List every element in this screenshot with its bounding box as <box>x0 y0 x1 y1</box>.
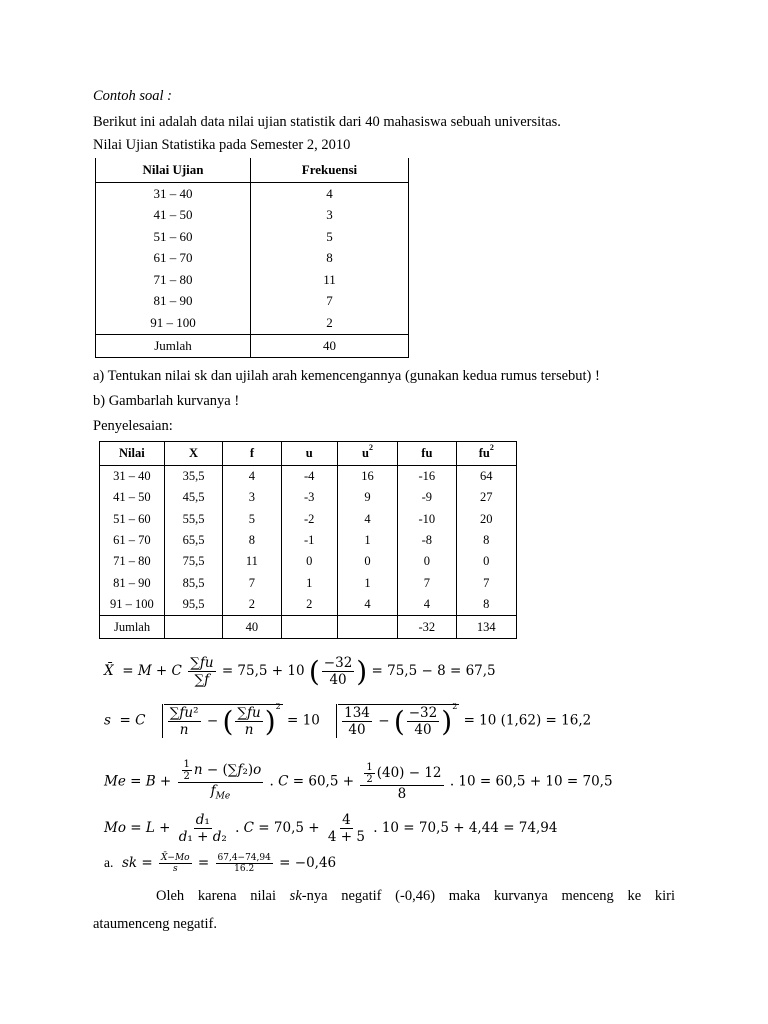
cell: 8 <box>223 530 281 551</box>
cell: 4 <box>337 594 397 616</box>
cell: 0 <box>456 551 516 572</box>
cell: 40 <box>223 616 281 639</box>
cell: 7 <box>398 572 456 593</box>
cell: 1 <box>281 572 337 593</box>
table-row <box>100 466 517 488</box>
cell: 5 <box>251 226 409 248</box>
conclusion-line-2: ataumenceng negatif. <box>93 916 217 932</box>
cell: -16 <box>398 466 456 488</box>
cell: -9 <box>398 487 456 508</box>
cell: 81 – 90 <box>100 572 165 593</box>
cell: 7 <box>251 291 409 313</box>
cell: 51 – 60 <box>100 509 165 530</box>
cell: Jumlah <box>96 334 251 357</box>
conclusion-line-1: Oleh karena nilai sk-nya negatif (-0,46) maka kurvanya menceng ke kiri <box>156 888 676 904</box>
median-tail: . 10 = 60,5 + 10 = 70,5 <box>449 773 613 790</box>
table-row <box>96 269 409 291</box>
table-row <box>96 205 409 227</box>
cell: -4 <box>281 466 337 488</box>
mode-tail: . 10 = 70,5 + 4,44 = 74,94 <box>373 820 558 836</box>
header-frekuensi: Frekuensi <box>251 158 409 183</box>
cell: 3 <box>251 205 409 227</box>
table-row <box>100 530 517 551</box>
cell: 9 <box>337 487 397 508</box>
cell: 75,5 <box>164 551 222 572</box>
cell: 71 – 80 <box>100 551 165 572</box>
calculation-table-body <box>100 466 517 639</box>
table-row <box>100 487 517 508</box>
intro-text: Berikut ini adalah data nilai ujian statistik dari 40 mahasiswa sebuah universitas. <box>93 114 561 130</box>
cell: 85,5 <box>164 572 222 593</box>
cell: 3 <box>223 487 281 508</box>
std-dev-formula: s = C $\frac{\text{∑fu²}}{n}$ − ( $\frac{\sum fu}{n}$ )$^2$ = 10 $\frac{134}{40}$ − ( $\frac{-32}{40}$ )$^2$ = 10 (1,62) = 16,2 <box>104 702 592 738</box>
std-dev-result: = 10 (1,62) = 16,2 <box>463 712 592 729</box>
cell: 7 <box>223 572 281 593</box>
cell: -1 <box>281 530 337 551</box>
mean-result: = 75,5 + 10 <box>221 663 305 679</box>
cell: -3 <box>281 487 337 508</box>
cell: 64 <box>456 466 516 488</box>
cell: 8 <box>456 530 516 551</box>
median-formula: Me = B + $\frac{1}{2}$ n − (∑f₂)o $f_{Me}$ . C = 60,5 + $\frac{1}{2}$ (40) − 12 8 . 10 = 60,5 + 10 = 70,5 <box>104 759 613 802</box>
cell: 4 <box>251 183 409 205</box>
cell: 134 <box>456 616 516 639</box>
cell: 91 – 100 <box>96 312 251 334</box>
table-row <box>100 594 517 616</box>
table1-title: Nilai Ujian Statistika pada Semester 2, 2010 <box>93 137 351 153</box>
mean-formula: X̄ = M + C $\frac{\sum fu}{\sum f}$ = 75,5 + 10 ( $\frac{-32}{40}$ ) = 75,5 − 8 = 67,5 <box>104 655 496 688</box>
cell: Jumlah <box>100 616 165 639</box>
table-total-row <box>100 616 517 639</box>
cell: 2 <box>223 594 281 616</box>
table-row <box>96 183 409 205</box>
cell: 31 – 40 <box>96 183 251 205</box>
table-row <box>96 291 409 313</box>
cell: 1 <box>337 572 397 593</box>
table-row <box>96 226 409 248</box>
cell: 1 <box>337 530 397 551</box>
cell: 8 <box>251 248 409 270</box>
cell <box>281 616 337 639</box>
cell: 0 <box>281 551 337 572</box>
cell: 51 – 60 <box>96 226 251 248</box>
cell: 55,5 <box>164 509 222 530</box>
cell: 7 <box>456 572 516 593</box>
sk-result: = −0,46 <box>279 855 337 871</box>
cell: 71 – 80 <box>96 269 251 291</box>
calculation-table <box>99 441 517 639</box>
cell: -32 <box>398 616 456 639</box>
cell: 11 <box>251 269 409 291</box>
cell: 0 <box>337 551 397 572</box>
cell: 5 <box>223 509 281 530</box>
cell: 31 – 40 <box>100 466 165 488</box>
header-x: X <box>164 442 222 466</box>
cell: 2 <box>251 312 409 334</box>
cell: 40 <box>251 334 409 357</box>
cell: 61 – 70 <box>96 248 251 270</box>
cell: 81 – 90 <box>96 291 251 313</box>
cell: 41 – 50 <box>100 487 165 508</box>
cell: 2 <box>281 594 337 616</box>
cell: 4 <box>337 509 397 530</box>
header-nilai-ujian: Nilai Ujian <box>96 158 251 183</box>
cell: 4 <box>223 466 281 488</box>
cell: -8 <box>398 530 456 551</box>
cell: 91 – 100 <box>100 594 165 616</box>
solution-label: Penyelesaian: <box>93 418 173 434</box>
table-row <box>100 572 517 593</box>
cell: 35,5 <box>164 466 222 488</box>
header-nilai: Nilai <box>100 442 165 466</box>
cell: 8 <box>456 594 516 616</box>
question-a: a) Tentukan nilai sk dan ujilah arah kemencengannya (gunakan kedua rumus tersebut) ! <box>93 368 600 384</box>
question-b: b) Gambarlah kurvanya ! <box>93 393 240 409</box>
sk-label: a. <box>104 855 114 870</box>
header-u: u <box>281 442 337 466</box>
skewness-formula: a. sk = $\frac{X̄-Mo}{s}$ = $\frac{67,4-74,94}{16.2}$ = −0,46 <box>104 853 337 874</box>
table-row <box>96 312 409 334</box>
mode-formula: Mo = L + $\frac{\text{d₁}}{\text{d₁ + d₂}}$ . C = 70,5 + $\frac{4}{4 + 5}$ . 10 = 70,5 + 4,44 = 74,94 <box>104 812 558 845</box>
table-total-row <box>96 334 409 357</box>
table-row <box>100 509 517 530</box>
cell <box>337 616 397 639</box>
cell: 0 <box>398 551 456 572</box>
cell: 41 – 50 <box>96 205 251 227</box>
header-fu2: $fu^2$ <box>456 442 516 466</box>
table-row <box>100 551 517 572</box>
cell: 20 <box>456 509 516 530</box>
frequency-table <box>95 158 409 358</box>
cell: 4 <box>398 594 456 616</box>
cell: 27 <box>456 487 516 508</box>
heading: Contoh soal : <box>93 88 172 104</box>
cell: 45,5 <box>164 487 222 508</box>
cell: 11 <box>223 551 281 572</box>
cell: 65,5 <box>164 530 222 551</box>
cell: 16 <box>337 466 397 488</box>
header-u2: $u^2$ <box>337 442 397 466</box>
table-row <box>96 248 409 270</box>
header-fu: fu <box>398 442 456 466</box>
cell: -10 <box>398 509 456 530</box>
header-f: f <box>223 442 281 466</box>
mean-tail: = 75,5 − 8 = 67,5 <box>371 663 496 679</box>
cell: 61 – 70 <box>100 530 165 551</box>
cell: -2 <box>281 509 337 530</box>
cell <box>164 616 222 639</box>
cell: 95,5 <box>164 594 222 616</box>
